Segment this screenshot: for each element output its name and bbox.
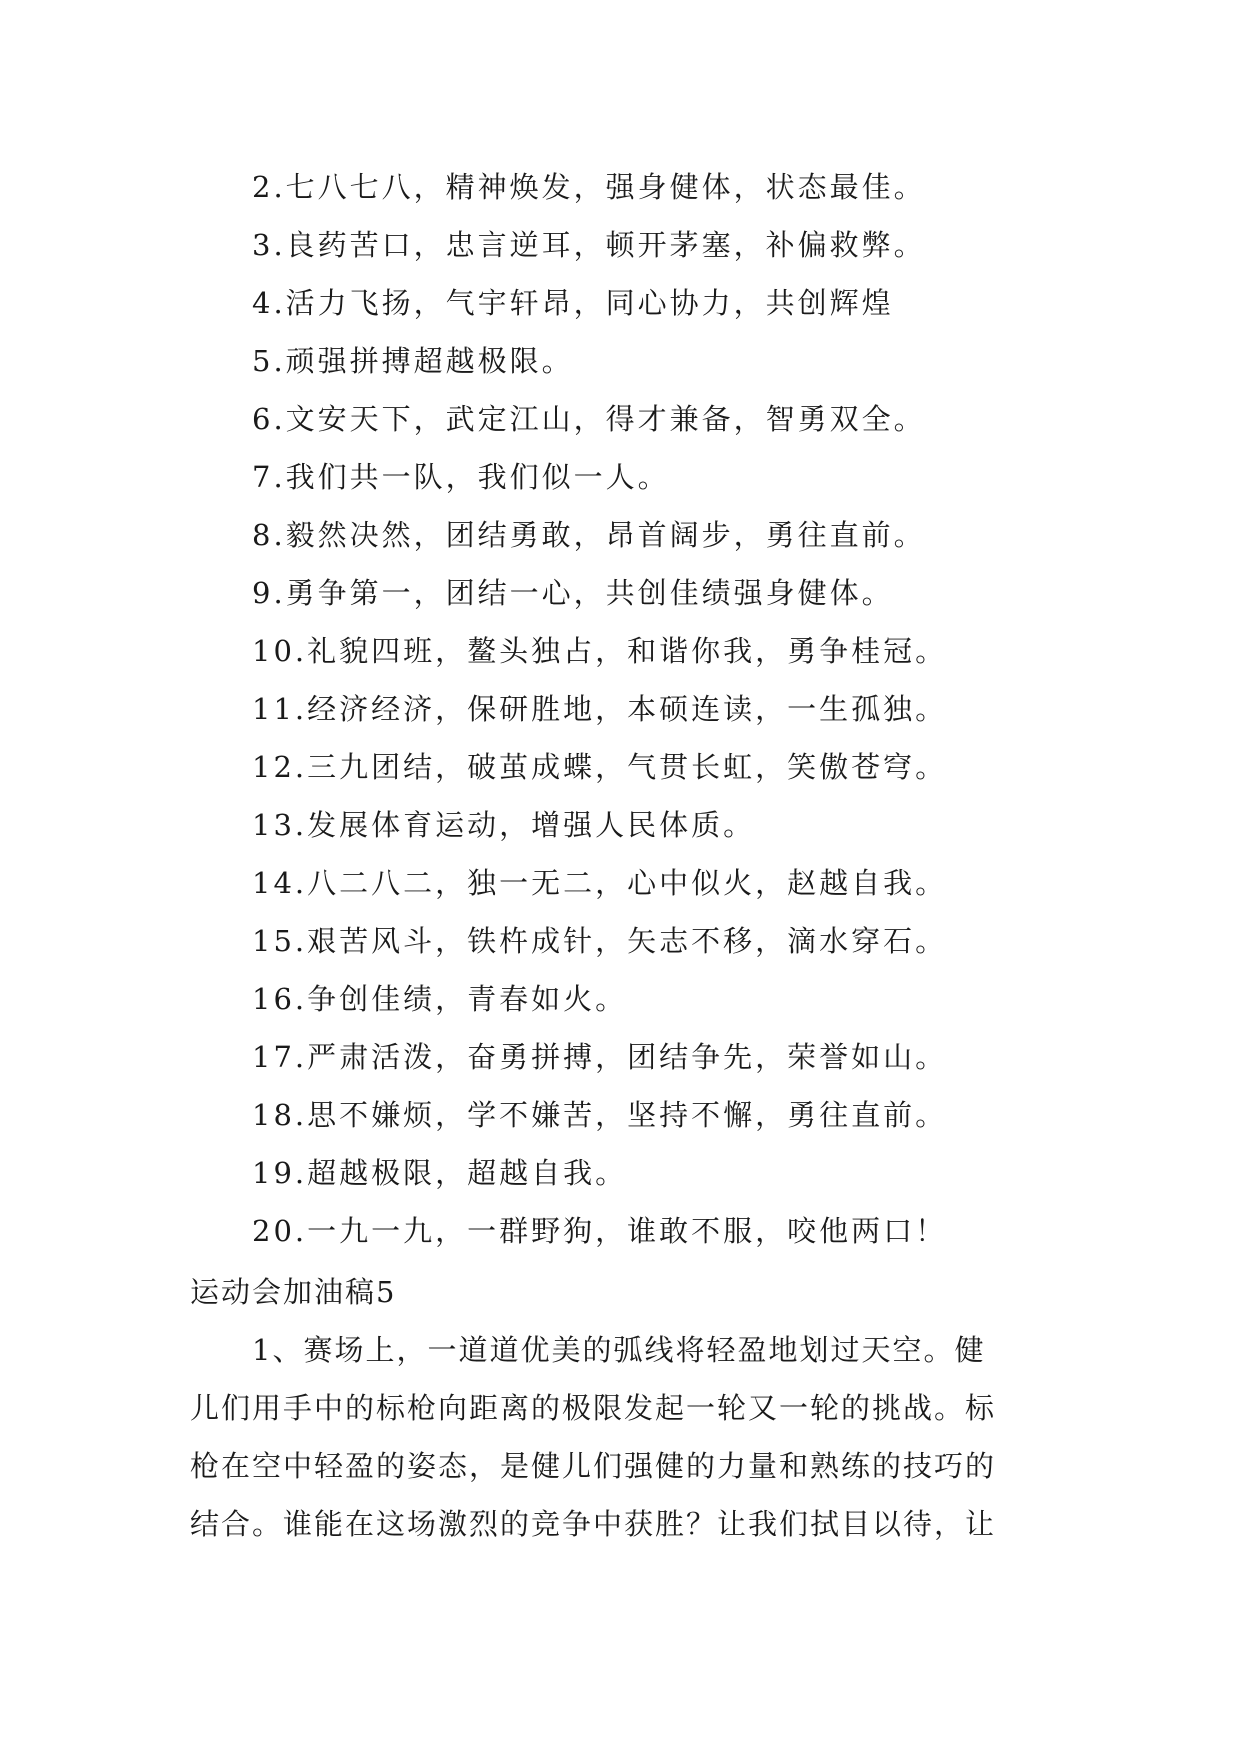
slogan-item: 16.争创佳绩，青春如火。 [252, 982, 628, 1016]
slogan-item: 7.我们共一队，我们似一人。 [252, 460, 670, 494]
slogan-item: 3.良药苦口，忠言逆耳，顿开茅塞，补偏救弊。 [252, 228, 926, 262]
slogan-item: 9.勇争第一，团结一心，共创佳绩强身健体。 [252, 576, 894, 610]
slogan-item: 11.经济经济，保研胜地，本硕连读，一生孤独。 [252, 692, 948, 726]
section-heading: 运动会加油稿5 [190, 1275, 397, 1309]
slogan-item: 14.八二八二，独一无二，心中似火，赵越自我。 [252, 866, 948, 900]
body-paragraph [190, 1321, 1060, 1553]
slogan-item: 18.思不嫌烦，学不嫌苦，坚持不懈，勇往直前。 [252, 1098, 948, 1132]
paragraph-line: 儿们用手中的标枪向距离的极限发起一轮又一轮的挑战。标 [190, 1391, 997, 1425]
paragraph-line: 1、赛场上，一道道优美的弧线将轻盈地划过天空。健 [252, 1333, 986, 1367]
slogan-item: 2.七八七八，精神焕发，强身健体，状态最佳。 [252, 170, 926, 204]
slogan-item: 8.毅然决然，团结勇敢，昂首阔步，勇往直前。 [252, 518, 926, 552]
slogan-item: 20.一九一九，一群野狗，谁敢不服，咬他两口！ [252, 1214, 948, 1248]
slogan-item: 17.严肃活泼，奋勇拼搏，团结争先，荣誉如山。 [252, 1040, 948, 1074]
paragraph-line: 结合。谁能在这场激烈的竞争中获胜？让我们拭目以待，让 [190, 1507, 997, 1541]
slogan-item: 10.礼貌四班，鳌头独占，和谐你我，勇争桂冠。 [252, 634, 948, 668]
slogan-list [252, 158, 1152, 1260]
paragraph-line: 枪在空中轻盈的姿态，是健儿们强健的力量和熟练的技巧的 [190, 1449, 997, 1483]
slogan-item: 5.顽强拼搏超越极限。 [252, 344, 574, 378]
slogan-item: 19.超越极限，超越自我。 [252, 1156, 628, 1190]
slogan-item: 15.艰苦风斗，铁杵成针，矢志不移，滴水穿石。 [252, 924, 948, 958]
slogan-item: 4.活力飞扬，气宇轩昂，同心协力，共创辉煌 [252, 286, 894, 320]
slogan-item: 12.三九团结，破茧成蝶，气贯长虹，笑傲苍穹。 [252, 750, 948, 784]
slogan-item: 13.发展体育运动，增强人民体质。 [252, 808, 756, 842]
slogan-item: 6.文安天下，武定江山，得才兼备，智勇双全。 [252, 402, 926, 436]
